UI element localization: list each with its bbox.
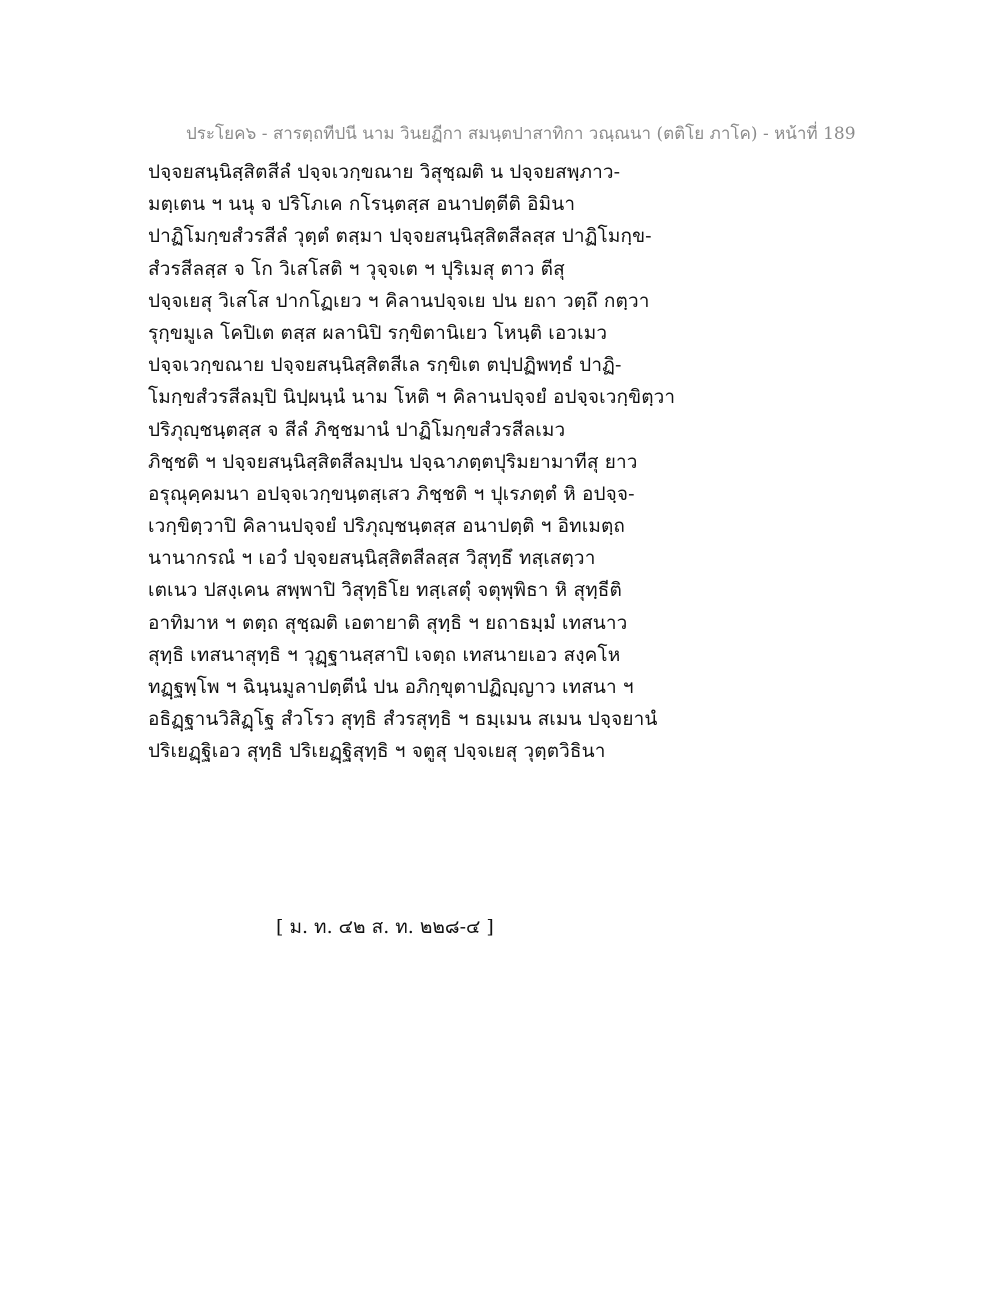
text-line: มตฺเตน ฯ นนุ จ ปริโภเค กโรนฺตสฺส อนาปตฺตีติ อิมินา — [148, 193, 576, 216]
text-line: อธิฏฺฐานวิสิฏฺโฐ สํวโรว สุทฺธิ สํวรสุทฺธิ ฯ ธมฺเมน สเมน ปจฺจยานํ — [148, 708, 658, 731]
text-line: นานากรณํ ฯ เอวํ ปจฺจยสนฺนิสฺสิตสีลสฺส วิสุทฺธึ ทสฺเสตฺวา — [148, 547, 596, 570]
text-line: อรุณุคฺคมนา อปจฺจเวกฺขนฺตสฺเสว ภิชฺชติ ฯ ปุเรภตฺตํ หิ อปจฺจ- — [148, 482, 635, 505]
text-line: ปจฺจเวกฺขณาย ปจฺจยสนฺนิสฺสิตสีเล รกฺขิเต ตปฺปฏิพทฺธํ ปาฏิ- — [148, 354, 622, 377]
page-header: ประโยค๖ - สารตฺถทีปนี นาม วินยฏีกา สมนฺตปาสาทิกา วณฺณนา (ตติโย ภาโค) - หน้าที่ 189 — [186, 124, 856, 144]
text-line: เตเนว ปสงฺเคน สพฺพาปิ วิสุทฺธิโย ทสฺเสตุํ จตุพฺพิธา หิ สุทฺธีติ — [148, 579, 622, 602]
text-line: ปจฺจยสนฺนิสฺสิตสีลํ ปจฺจเวกฺขณาย วิสุชฺฌติ น ปจฺจยสพฺภาว- — [148, 161, 621, 183]
text-line: ปริภุญฺชนฺตสฺส จ สีลํ ภิชฺชมานํ ปาฏิโมกฺขสํวรสีลเมว — [148, 418, 566, 441]
text-line: ภิชฺชติ ฯ ปจฺจยสนฺนิสฺสิตสีลมฺปน ปจฺฉาภตฺตปุริมยามาทีสุ ยาว — [148, 450, 638, 473]
reference-citation: [ ม. ท. ๔๒ ส. ท. ๒๒๘-๔ ] — [276, 916, 494, 938]
text-line: รุกฺขมูเล โคปิเต ตสฺส ผลานิปิ รกฺขิตานิเยว โหนฺติ เอวเมว — [148, 321, 608, 344]
text-line: โมกฺขสํวรสีลมฺปิ นิปฺผนฺนํ นาม โหติ ฯ คิลานปจฺจยํ อปจฺจเวกฺขิตฺวา — [148, 386, 676, 409]
text-line: สํวรสีลสฺส จ โก วิเสโสติ ฯ วุจฺจเต ฯ ปุริเมสุ ตาว ตีสุ — [148, 257, 565, 280]
text-line: ทฏฺฐพฺโพ ฯ ฉินฺนมูลาปตฺตีนํ ปน อภิกฺขุตาปฏิญฺญาว เทสนา ฯ — [148, 676, 634, 698]
text-line: ปริเยฏฺฐิเอว สุทฺธิ ปริเยฏฺฐิสุทฺธิ ฯ จตูสุ ปจฺจเยสุ วุตฺตวิธินา — [148, 740, 606, 763]
text-line: ปจฺจเยสุ วิเสโส ปากโฏเยว ฯ คิลานปจฺจเย ปน ยถา วตฺถึ กตฺวา — [148, 289, 650, 312]
text-line: อาทิมาห ฯ ตตฺถ สุชฺฌติ เอตายาติ สุทฺธิ ฯ ยถาธมฺมํ เทสนาว — [148, 611, 628, 634]
body-text — [148, 156, 728, 768]
text-line: เวกฺขิตฺวาปิ คิลานปจฺจยํ ปริภุญฺชนฺตสฺส อนาปตฺติ ฯ อิทเมตฺถ — [148, 515, 626, 538]
text-line: สุทฺธิ เทสนาสุทฺธิ ฯ วุฏฺฐานสฺสาปิ เจตฺถ เทสนายเอว สงฺคโห — [148, 643, 621, 666]
text-line: ปาฏิโมกฺขสํวรสีลํ วุตฺตํ ตสฺมา ปจฺจยสนฺนิสฺสิตสีลสฺส ปาฏิโมกฺข- — [148, 225, 652, 248]
